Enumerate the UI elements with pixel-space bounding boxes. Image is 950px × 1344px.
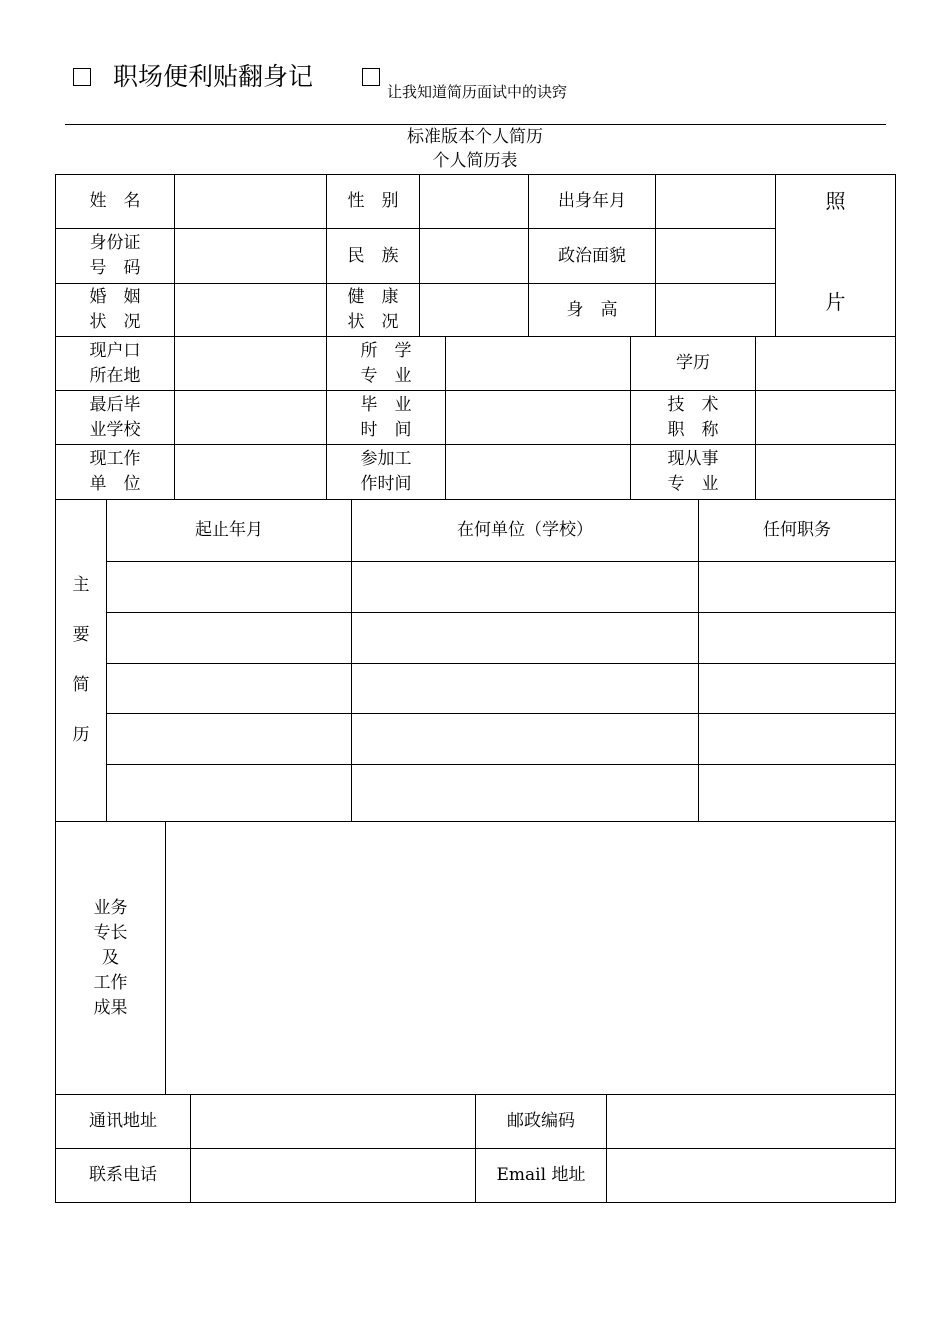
- page-subtitle: 让我知道简历面试中的诀窍: [387, 83, 568, 101]
- postcode-field[interactable]: [607, 1095, 895, 1148]
- page-title: 职场便利贴翻身记: [113, 62, 314, 91]
- label-major: 所 学 专 业: [360, 340, 412, 386]
- id-number-field[interactable]: [175, 229, 326, 283]
- history-row[interactable]: [107, 765, 895, 821]
- label-postcode: 邮政编码: [507, 1111, 575, 1131]
- document-subtitle: 个人简历表: [432, 151, 518, 171]
- expertise-field[interactable]: [166, 822, 895, 1094]
- label-current-employer: 现工作 单 位: [89, 449, 141, 494]
- header-period: 起止年月: [195, 520, 263, 540]
- label-health: 健 康 状 况: [347, 287, 399, 332]
- education-field[interactable]: [756, 337, 895, 390]
- graduation-school-field[interactable]: [175, 391, 326, 444]
- label-gender: 性 别: [347, 191, 399, 211]
- label-photo-top: 照: [825, 188, 846, 213]
- label-name: 姓 名: [89, 191, 141, 211]
- current-employer-field[interactable]: [175, 445, 326, 499]
- name-field[interactable]: [175, 175, 326, 228]
- history-row[interactable]: [107, 714, 895, 764]
- history-row[interactable]: [107, 613, 895, 663]
- header-rule: [65, 124, 886, 125]
- label-height: 身 高: [566, 299, 618, 320]
- height-field[interactable]: [656, 284, 775, 336]
- address-field[interactable]: [191, 1095, 475, 1148]
- checkbox-icon: [73, 68, 91, 86]
- professional-title-field[interactable]: [756, 391, 895, 444]
- history-row[interactable]: [107, 562, 895, 612]
- document-title: 标准版本个人简历: [407, 127, 543, 147]
- header-position: 任何职务: [763, 520, 831, 540]
- email-field[interactable]: [607, 1149, 895, 1202]
- label-marital-status: 婚 姻 状 况: [89, 287, 141, 332]
- birth-date-field[interactable]: [656, 175, 775, 228]
- label-current-field: 现从事 专 业: [667, 449, 719, 494]
- phone-field[interactable]: [191, 1149, 475, 1202]
- label-work-start-time: 参加工 作时间: [360, 449, 412, 494]
- label-political-status: 政治面貌: [558, 245, 626, 266]
- history-row[interactable]: [107, 664, 895, 713]
- label-birth-date: 出身年月: [558, 191, 626, 211]
- graduation-time-field[interactable]: [446, 391, 630, 444]
- marital-status-field[interactable]: [175, 284, 326, 336]
- ethnicity-field[interactable]: [420, 229, 528, 283]
- label-id-number: 身份证 号 码: [89, 233, 141, 278]
- label-ethnicity: 民 族: [347, 245, 399, 266]
- gender-field[interactable]: [420, 175, 528, 228]
- major-field[interactable]: [446, 337, 630, 390]
- label-main-history: 主 要 简 历: [72, 575, 90, 745]
- label-graduation-school: 最后毕 业学校: [89, 394, 141, 440]
- label-address: 通讯地址: [89, 1111, 157, 1131]
- political-status-field[interactable]: [656, 229, 775, 283]
- label-education: 学历: [676, 353, 710, 373]
- label-hukou: 现户口 所在地: [89, 340, 141, 386]
- label-phone: 联系电话: [89, 1165, 157, 1185]
- header-unit: 在何单位（学校）: [457, 520, 593, 540]
- checkbox-icon: [362, 68, 380, 86]
- current-field-field[interactable]: [756, 445, 895, 499]
- label-email: Email 地址: [496, 1165, 586, 1185]
- label-photo-bottom: 片: [825, 289, 846, 314]
- work-start-time-field[interactable]: [446, 445, 630, 499]
- label-expertise: 业务 专长 及 工作 成果: [93, 897, 128, 1018]
- label-graduation-time: 毕 业 时 间: [360, 394, 412, 440]
- health-field[interactable]: [420, 284, 528, 336]
- label-professional-title: 技 术 职 称: [667, 394, 719, 440]
- hukou-field[interactable]: [175, 337, 326, 390]
